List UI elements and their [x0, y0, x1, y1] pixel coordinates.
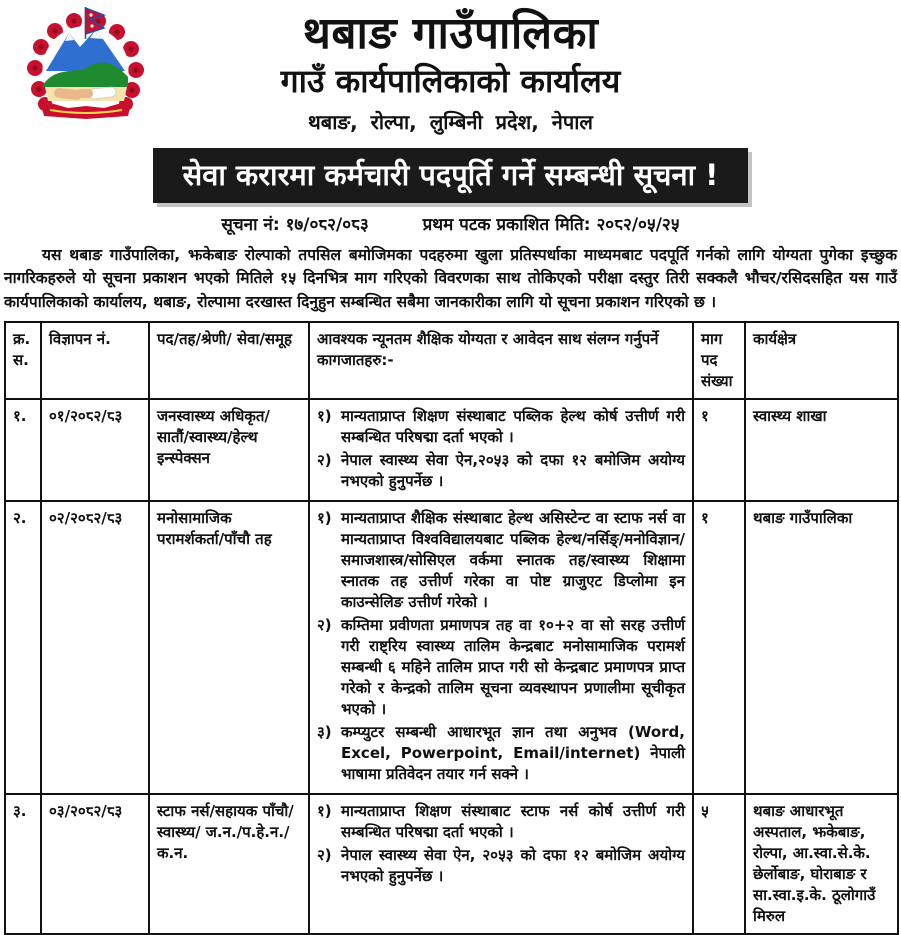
cell-advt-no: ०२/२०८२/८३	[41, 501, 149, 794]
published-date-label: प्रथम पटक प्रकाशित मिति:	[422, 214, 591, 235]
qualification-item: १) मान्यताप्राप्त शैक्षिक संस्थाबाट हेल्थ असिस्टेन्ट वा स्टाफ नर्स वा मान्यताप्राप्त विश्वविद्यालयबाट पब्लिक हेल्थ/नर्सिङ्/मनोविज्ञान/समाजशास्त्र/सोसिएल वर्कमा स्नातक तह/स्वास्थ्य शिक्षामा स्नातक तह उत्तीर्ण गरेका वा पोष्ट ग्राजुएट डिप्लोमा इन काउन्सेलिङ उत्तीर्ण गरेको ।	[317, 509, 685, 612]
table-header-row	[5, 322, 898, 399]
cell-post: स्टाफ नर्स/सहायक पाँचौ/स्वास्थ्य/ ज.न./प.हे.न./क.न.	[149, 794, 309, 934]
cell-advt-no: ०१/२०८२/८३	[41, 399, 149, 501]
notice-number	[221, 215, 374, 235]
table-row	[5, 399, 898, 501]
address-line: थबाङ, रोल्पा, लुम्बिनी प्रदेश, नेपाल	[308, 109, 593, 134]
cell-post: जनस्वास्थ्य अधिकृत/ सातौं/स्वास्थ्य/हेल्थ इन्स्पेक्सन	[149, 399, 309, 501]
header-work-area: कार्यक्षेत्र	[745, 322, 898, 399]
notice-meta-line	[0, 212, 901, 235]
table-row	[5, 501, 898, 794]
vacancy-table	[4, 321, 899, 935]
intro-paragraph: यस थबाङ गाउँपालिका, झकेबाङ रोल्पाको तपसिल बमोजिमका पदहरुमा खुला प्रतिस्पर्धाका माध्यमबाट पदपूर्ति गर्नको लागि योग्यता पुगेका इच्छुक नागरिकहरुले यो सूचना प्रकाशन भएको मितिले १५ दिनभित्र माग गरिएको विवरणका साथ तोकिएको परीक्षा दस्तुर तिरी सक्कलै भौचर/रसिदसहित यस गाउँ कार्यपालिकाको कार्यालय, थबाङ, रोल्पामा दरखास्त दिनुहुन सम्बन्धित सबैमा जानकारीका लागि यो सूचना प्रकाशन गरिएको छ ।	[4, 245, 897, 311]
cell-work-area: थबाङ आधारभूत अस्पताल, झकेबाङ, रोल्पा, आ.स्वा.से.के. छेर्लोबाङ, घोराबाङ र सा.स्वा.इ.के. ठूलोगाउँ मिरुल	[745, 794, 898, 934]
cell-qualifications	[309, 501, 693, 794]
cell-count: १	[693, 399, 745, 501]
letterhead	[0, 0, 901, 135]
cell-work-area: थबाङ गाउँपालिका	[745, 501, 898, 794]
header-post: पद/तह/श्रेणी/ सेवा/समूह	[149, 322, 309, 399]
qualification-item: ३) कम्प्युटर सम्बन्धी आधारभूत ज्ञान तथा अनुभव (Word, Excel, Powerpoint, Email/internet) नेपाली भाषामा प्रतिवेदन तयार गर्न सक्ने ।	[317, 723, 685, 784]
cell-qualifications	[309, 794, 693, 934]
cell-advt-no: ०३/२०८२/८३	[41, 794, 149, 934]
office-name: गाउँ कार्यपालिकाको कार्यालय	[280, 61, 621, 100]
qualification-item: २) कम्तिमा प्रवीणता प्रमाणपत्र तह वा १०+२ वा सो सरह उत्तीर्ण गरी राष्ट्रिय स्वास्थ्य तालिम केन्द्रबाट मनोसामाजिक परामर्श सम्बन्धी ६ महिने तालिम प्राप्त गरी सो केन्द्रबाट प्रमाणपत्र प्राप्त गरेको र केन्द्रको तालिम सूचना व्यवस्थापन प्रणालीमा सूचीकृत भएको ।	[317, 616, 685, 719]
cell-count: १	[693, 501, 745, 794]
published-date	[423, 215, 680, 235]
nepal-coat-of-arms-logo	[24, 5, 148, 124]
table-row	[5, 794, 898, 934]
municipality-name: थबाङ गाउँपालिका	[302, 8, 599, 59]
notice-number-label: सूचना नं:	[221, 214, 280, 235]
qualification-item: २) नेपाल स्वास्थ्य सेवा ऐन,२०५३ को दफा १२ बमोजिम अयोग्य नभएको हुनुपर्नेछ ।	[317, 451, 685, 491]
cell-count: ५	[693, 794, 745, 934]
qualification-item: २) नेपाल स्वास्थ्य सेवा ऐन, २०५३ को दफा १२ बमोजिम अयोग्य नभएको हुनुपर्नेछ ।	[317, 846, 685, 886]
header-sn: क्र. स.	[5, 322, 41, 399]
cell-sn: ३.	[5, 794, 41, 934]
cell-post: मनोसामाजिक परामर्शकर्ता/पाँचौ तह	[149, 501, 309, 794]
notice-number-value: १७/०८२/०८३	[285, 214, 369, 235]
cell-sn: २.	[5, 501, 41, 794]
qualification-item: १) मान्यताप्राप्त शिक्षण संस्थाबाट पब्लिक हेल्थ कोर्ष उत्तीर्ण गरी सम्बन्धित परिषद्मा दर्ता भएको ।	[317, 407, 685, 447]
cell-qualifications	[309, 399, 693, 501]
cell-sn: १.	[5, 399, 41, 501]
published-date-value: २०८२/०५/२५	[596, 214, 680, 235]
qualification-item: १) मान्यताप्राप्त शिक्षण संस्थाबाट स्टाफ नर्स कोर्ष उत्तीर्ण गरी सम्बन्धित परिषद्मा दर्ता भएको ।	[317, 802, 685, 842]
header-qualification: आवश्यक न्यूनतम शैक्षिक योग्यता र आवेदन साथ संलग्न गर्नुपर्ने कागजातहरु:-	[309, 322, 693, 399]
notice-title-banner: सेवा करारमा कर्मचारी पदपूर्ति गर्ने सम्बन्धी सूचना !	[153, 148, 749, 203]
banner-row	[0, 148, 901, 203]
header-count: माग पद संख्या	[693, 322, 745, 399]
cell-work-area: स्वास्थ्य शाखा	[745, 399, 898, 501]
header-advt-no: विज्ञापन नं.	[41, 322, 149, 399]
